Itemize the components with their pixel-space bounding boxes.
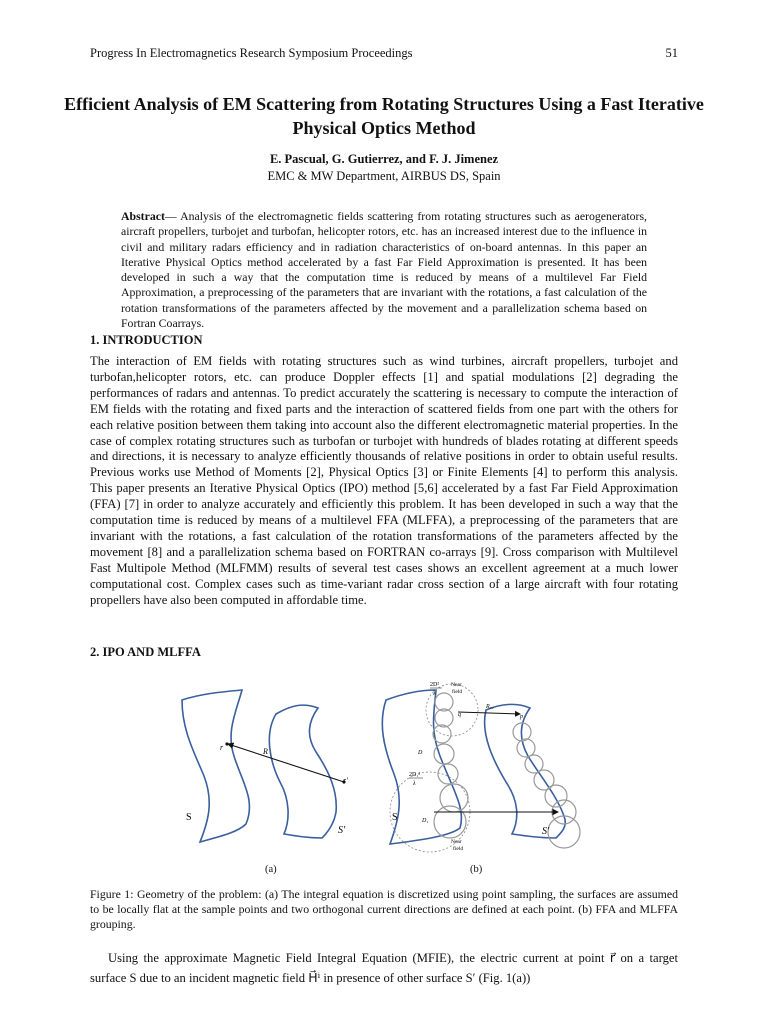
label-rprime: r′	[343, 776, 348, 785]
label-near-field-bottom-1: Near	[451, 839, 462, 845]
point-r	[225, 742, 228, 745]
label-R: R	[263, 747, 268, 756]
group-circles-s	[433, 693, 468, 838]
label-S-b: S	[392, 812, 398, 823]
page-number: 51	[665, 46, 678, 60]
label-Sprime-b: S′	[542, 826, 550, 837]
paper-affiliation: EMC & MW Department, AIRBUS DS, Spain	[267, 169, 501, 183]
figure-caption: Figure 1: Geometry of the problem: (a) The integral equation is discretized using point sampling, the surfaces are assumed to be locally flat at the sample points and two orthogonal current directions are defined at each point. (b) FFA and MLFFA grouping.	[90, 887, 678, 931]
label-q: q	[458, 712, 461, 718]
label-p: p	[520, 714, 523, 720]
figure-label-b: (b)	[470, 864, 483, 875]
paper-title: Efficient Analysis of EM Scattering from Rotating Structures Using a Fast Iterative Physical Optics Method	[64, 94, 704, 138]
label-D1: D₁	[422, 818, 429, 824]
paper-authors: E. Pascual, G. Gutierrez, and F. J. Jimenez	[269, 152, 499, 166]
abstract	[121, 209, 647, 331]
label-near-field-top-2: field	[452, 689, 463, 695]
r-to-rprime-vector	[228, 744, 344, 782]
label-Sprime-a: S′	[338, 825, 346, 836]
label-lambda-top: λ	[433, 691, 436, 697]
label-lambda-mid: λ	[413, 781, 416, 787]
label-2D12: 2D₁²	[409, 772, 421, 778]
label-near-field-bottom-2: field	[453, 846, 464, 852]
label-near-field-top-1: Near	[451, 682, 462, 688]
surface-sprime-outline	[269, 705, 336, 838]
R01-vector	[458, 712, 520, 714]
running-header	[90, 46, 678, 62]
label-D: D	[418, 750, 423, 756]
surface-s-outline	[182, 690, 249, 842]
proceedings-title: Progress In Electromagnetics Research Symposium Proceedings	[90, 46, 413, 60]
panel-a-diagram	[182, 690, 348, 842]
figure-1-geometry	[160, 672, 600, 882]
mfie-paragraph: Using the approximate Magnetic Field Integral Equation (MFIE), the electric current at point r⃗ on a target surface S due to an incident magnetic field H⃗ⁱ in presence of other surface S′ (Fig. 1(a))	[90, 951, 678, 985]
label-R01: R₀₁	[486, 704, 494, 710]
label-2D2: 2D²	[430, 682, 440, 688]
introduction-paragraph: The interaction of EM fields with rotating structures such as wind turbines, aircraft propellers, turbojet and turbofan,helicopter rotors, etc. can produce Doppler effects [1] and spatial modulations [2] degrading the performances of radars and antennas. To predict accurately the scattering is necessary to compute the interaction of EM fields with the rotating and fixed parts and the interaction of scattered fields from one part with the others for each relative position between them taking into account also the different electromagnetic material properties. In the case of complex rotating structures such as turbofan or turbojet with hundreds of blades rotating at different speeds and directions, it is necessary to analyze efficiently thousands of relative positions in order to obtain useful results. Previous works use Method of Moments [2], Physical Optics [3] or Finite Elements [4] to perform this analysis. This paper presents an Iterative Physical Optics (IPO) method [5,6] accelerated by a fast Far Field Approximation (FFA) [7] in order to analyze accurately and efficiently this problem. It has been developed in such a way that the computation time is reduced by means of a multilevel FFA (MLFFA), a preprocessing of the parameters that are invariant with the rotations, a fast calculation of the rotation transformations of the parameters affected by the movement [8] and a parallelization schema based on FORTRAN co-arrays [9]. Cross comparison with Multilevel Fast Multipole Method (MLFMM) results of several test cases shows an excellent agreement at a much lower computational cost. Complex cases such as time-variant radar cross section of a large aircraft with four rotating propellers have also been computed in affordable time.	[90, 354, 678, 607]
abstract-keyword: Abstract	[121, 209, 165, 223]
panel-b-diagram	[382, 682, 580, 852]
abstract-text: — Analysis of the electromagnetic fields scattering from rotating structures such as aerogenerators, aircraft propellers, turbojet and turbofan, helicopter rotors, etc. has an increased interest due to the influence in civil and military radars efficiency and in radiation characteristics of on-board antennas. In this paper an Iterative Physical Optics method accelerated by a fast Far Field Approximation is presented. It has been developed in such a way that the computation time is reduced by means of a multilevel Far Field Approximation, a preprocessing of the parameters that are invariant with the rotations, a fast calculation of the rotation transformations of the parameters affected by the movement and a parallelization schema based on Fortran Coarrays.	[121, 209, 647, 331]
label-S-a: S	[186, 812, 192, 823]
section-heading-introduction: 1. INTRODUCTION	[90, 333, 203, 347]
figure-label-a: (a)	[265, 864, 277, 875]
section-heading-ipo-mlffa: 2. IPO AND MLFFA	[90, 645, 201, 659]
label-r: r	[220, 743, 224, 752]
